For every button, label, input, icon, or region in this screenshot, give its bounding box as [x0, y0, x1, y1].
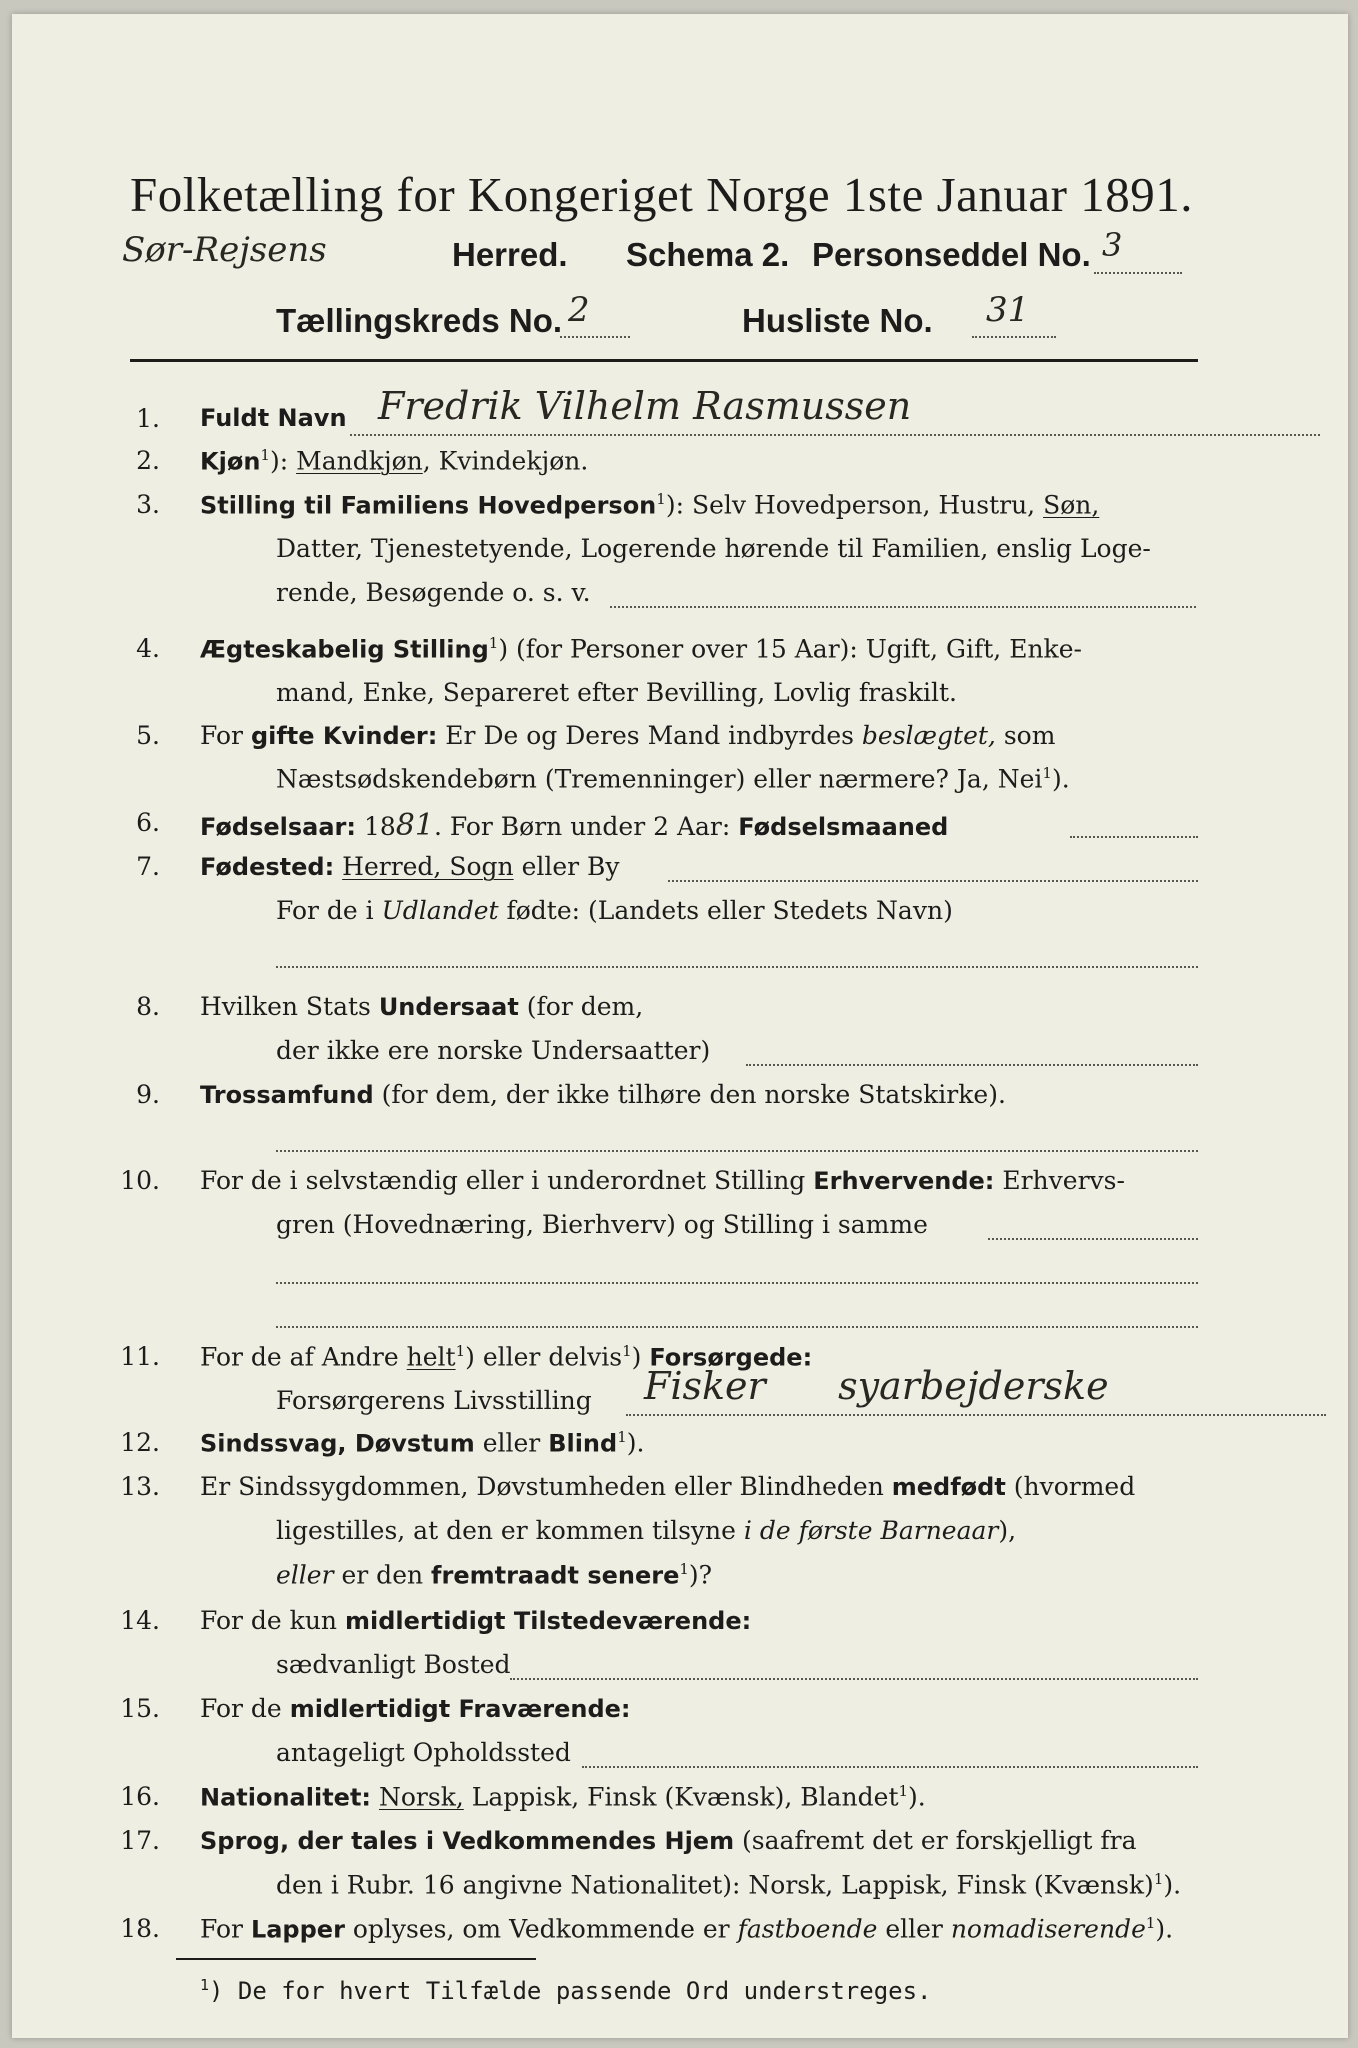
field-4-line1	[200, 634, 1082, 663]
field-10-dotline-2	[276, 1282, 1198, 1284]
field-13-label: medfødt	[891, 1473, 1006, 1501]
field-13-line1	[200, 1472, 1135, 1501]
field-2-rest: , Kvindekjøn.	[422, 446, 589, 476]
field-5-text-a: Er De og Deres Mand indbyrdes	[437, 721, 862, 750]
field-1-dotline	[350, 434, 1320, 436]
field-13-line2-a: ligestilles, at den er kommen tilsyne	[276, 1516, 744, 1545]
field-2-sup: 1	[260, 446, 270, 464]
husliste-dotline	[972, 336, 1056, 338]
field-14-dotline	[510, 1678, 1198, 1680]
field-3-label: Stilling til Familiens Hovedperson	[200, 491, 657, 520]
field-5-line1	[200, 721, 1055, 750]
field-5-text-b: som	[995, 721, 1056, 750]
field-18-end: ).	[1155, 1914, 1174, 1944]
field-12-mid: eller	[474, 1428, 549, 1458]
field-9-label: Trossamfund	[200, 1081, 374, 1109]
husliste-label: Husliste No.	[742, 302, 933, 339]
field-7-line1	[200, 852, 620, 881]
field-7-line2-italic: Udlandet	[381, 896, 499, 925]
field-1-number: 1.	[136, 404, 160, 433]
field-7-line2-a: For de i	[276, 896, 382, 925]
field-13-end: )?	[688, 1560, 713, 1590]
field-13-line3-italic: eller	[276, 1560, 334, 1590]
field-8-line1	[200, 992, 643, 1021]
field-8-line2: der ikke ere norske Undersaatter)	[276, 1036, 711, 1065]
field-11-dotline	[626, 1414, 1326, 1416]
field-6-prefix: 18	[356, 812, 396, 841]
field-18-mid: oplyses, om Vedkommende er	[344, 1914, 738, 1944]
field-9-number: 9.	[136, 1080, 160, 1109]
field-14-line2: sædvanligt Bosted	[276, 1650, 511, 1679]
field-12-number: 12.	[120, 1428, 160, 1457]
field-13-line2-italic: i de første Barneaar	[743, 1516, 999, 1545]
field-16-sup: 1	[898, 1782, 909, 1800]
field-13-line3-label: fremtraadt senere	[431, 1561, 680, 1590]
field-15-line1	[200, 1694, 631, 1723]
field-13-number: 13.	[120, 1472, 160, 1501]
field-14-pre: For de kun	[200, 1606, 345, 1635]
herred-label: Herred.	[452, 236, 568, 273]
field-17-line2	[276, 1870, 1181, 1899]
field-3-option-son: Søn,	[1043, 490, 1100, 520]
field-5-question: Næstsødskendebørn (Tremenninger) eller nærmere? Ja, Nei	[276, 764, 1043, 794]
field-7-line2-b: fødte: (Landets eller Stedets Navn)	[498, 896, 953, 925]
footnote-rule	[176, 1958, 536, 1960]
field-9-dotline	[276, 1150, 1198, 1152]
field-4-label: Ægteskabelig Stilling	[200, 635, 489, 664]
husliste-value: 31	[986, 290, 1030, 330]
personseddel-dotline	[1094, 272, 1182, 274]
field-10-label: Erhvervende:	[813, 1167, 995, 1195]
footnote-text: ) De for hvert Tilfælde passende Ord understreges.	[209, 1977, 932, 2005]
field-2-number: 2.	[136, 446, 160, 475]
field-12-label2: Blind	[548, 1429, 618, 1458]
field-7-dotline-2	[276, 966, 1198, 968]
form-title: Folketælling for Kongeriget Norge 1ste Januar 1891.	[130, 167, 1193, 222]
field-8-dotline	[746, 1064, 1198, 1066]
kreds-value: 2	[568, 290, 590, 330]
field-17-line2-text: den i Rubr. 16 angivne Nationalitet): Norsk, Lappisk, Finsk (Kvænsk)	[276, 1870, 1154, 1900]
field-11-line2: Forsørgerens Livsstilling	[276, 1386, 592, 1415]
field-11-number: 11.	[120, 1342, 160, 1371]
field-7-option-herred-sogn: Herred, Sogn	[342, 852, 514, 881]
field-4-number: 4.	[136, 634, 160, 663]
field-16-number: 16.	[120, 1782, 160, 1811]
field-10-pre: For de i selvstændig eller i underordnet Stilling	[200, 1166, 814, 1195]
field-16-end: ).	[908, 1782, 926, 1812]
field-8-pre: Hvilken Stats	[200, 992, 379, 1021]
header-rule	[130, 359, 1198, 362]
field-11-mid2: )	[631, 1342, 650, 1372]
field-18-line	[200, 1914, 1173, 1943]
field-3-line1	[200, 490, 1099, 519]
field-6-label: Fødselsaar:	[200, 813, 356, 841]
field-10-rest: Erhvervs-	[994, 1166, 1125, 1195]
field-13-line3	[276, 1560, 712, 1589]
field-11-sup: 1	[455, 1342, 466, 1360]
field-3-dotline	[610, 606, 1196, 608]
field-17-label: Sprog, der tales i Vedkommendes Hjem	[200, 1827, 735, 1855]
field-3-line3: rende, Besøgende o. s. v.	[276, 578, 591, 607]
field-15-line2: antageligt Opholdssted	[276, 1738, 571, 1767]
field-2-label: Kjøn	[200, 447, 261, 476]
field-18-sup: 1	[1145, 1914, 1156, 1932]
field-5-pre: For	[200, 721, 251, 750]
field-17-number: 17.	[120, 1826, 160, 1855]
field-18-italic-2: nomadiserende	[950, 1914, 1146, 1944]
field-3-text: ): Selv Hovedperson, Hustru,	[665, 490, 1044, 520]
field-12-sup: 1	[617, 1428, 627, 1446]
field-3-line2: Datter, Tjenestetyende, Logerende hørende til Familien, enslig Loge-	[276, 534, 1151, 563]
field-18-number: 18.	[120, 1914, 160, 1943]
field-15-label: midlertidigt Fraværende:	[289, 1695, 631, 1723]
census-form	[12, 14, 1348, 2038]
footnote-sup: 1	[200, 1976, 210, 1994]
field-10-dotline-3	[276, 1326, 1198, 1328]
field-13-sup: 1	[679, 1560, 689, 1578]
field-5-text-italic: beslægtet,	[861, 721, 996, 750]
field-3-sup: 1	[656, 490, 666, 508]
field-5-number: 5.	[136, 721, 160, 750]
field-11-label: Forsørgede:	[649, 1343, 813, 1372]
field-1-label: Fuldt Navn	[200, 404, 347, 432]
field-11-sup2: 1	[622, 1342, 632, 1360]
field-6-dotline	[1070, 836, 1198, 838]
field-5-line2	[276, 764, 1070, 793]
field-17-end: ).	[1163, 1870, 1182, 1900]
field-8-rest: (for dem,	[518, 992, 644, 1021]
field-16-rest: Lappisk, Finsk (Kvænsk), Blandet	[463, 1782, 899, 1812]
field-4-sup: 1	[488, 634, 499, 652]
field-18-mid2: eller	[877, 1914, 951, 1944]
field-13-line2-b: ),	[998, 1516, 1017, 1545]
field-11-value: Fisker syarbejderske	[644, 1364, 1109, 1408]
field-14-number: 14.	[120, 1606, 160, 1635]
field-7-dotline	[668, 880, 1198, 882]
field-11-mid: ) eller delvis	[465, 1342, 623, 1372]
field-2-text	[200, 446, 588, 475]
field-6-value: 81	[395, 808, 434, 843]
field-1-value: Fredrik Vilhelm Rasmussen	[378, 384, 912, 428]
field-6-text: . For Børn under 2 Aar:	[433, 812, 739, 841]
field-18-label: Lapper	[250, 1915, 345, 1944]
field-7-line2	[276, 896, 953, 925]
field-5-end: ).	[1051, 764, 1070, 794]
field-2-option-mandkjon: Mandkjøn	[296, 446, 423, 476]
field-12-line	[200, 1428, 644, 1457]
field-13-pre: Er Sindssygdommen, Døvstumheden eller Blindheden	[200, 1472, 892, 1501]
field-6-number: 6.	[136, 808, 160, 837]
field-8-number: 8.	[136, 992, 160, 1021]
field-13-line3-a: er den	[333, 1560, 432, 1590]
schema-label: Schema 2.	[626, 236, 790, 273]
field-16-label: Nationalitet:	[200, 1783, 372, 1812]
personseddel-value: 3	[1102, 226, 1123, 264]
field-5-label: gifte Kvinder:	[250, 722, 438, 750]
field-17-sup: 1	[1153, 1870, 1164, 1888]
field-11-pre: For de af Andre	[200, 1342, 407, 1372]
field-5-sup: 1	[1042, 764, 1052, 782]
kreds-label: Tællingskreds No.	[276, 302, 563, 339]
field-7-label: Fødested:	[200, 853, 335, 881]
field-4-text: ) (for Personer over 15 Aar): Ugift, Gift, Enke-	[498, 634, 1082, 664]
field-10-line2: gren (Hovednæring, Bierhverv) og Stilling i samme	[276, 1210, 928, 1239]
field-2-colon: ):	[269, 446, 289, 476]
field-14-label: midlertidigt Tilstedeværende:	[344, 1607, 752, 1635]
field-13-rest: (hvormed	[1005, 1472, 1136, 1501]
field-18-pre: For	[200, 1914, 251, 1944]
field-8-label: Undersaat	[378, 993, 519, 1021]
field-18-italic-1: fastboende	[737, 1914, 878, 1944]
field-11-option-helt: helt	[406, 1342, 456, 1372]
footnote	[200, 1976, 932, 2005]
field-13-line2	[276, 1516, 1016, 1545]
field-17-rest: (saafremt det er forskjelligt fra	[734, 1826, 1137, 1855]
field-6-line	[200, 808, 948, 843]
field-14-line1	[200, 1606, 751, 1635]
field-9-rest: (for dem, der ikke tilhøre den norske Statskirke).	[373, 1080, 1006, 1109]
field-12-label: Sindssvag, Døvstum	[200, 1429, 475, 1458]
field-16-option-norsk: Norsk,	[378, 1782, 464, 1812]
herred-value: Sør-Rejsens	[122, 230, 327, 270]
field-12-end: ).	[626, 1428, 645, 1458]
field-7-number: 7.	[136, 852, 160, 881]
field-17-line1	[200, 1826, 1137, 1855]
kreds-dotline	[560, 336, 630, 338]
field-10-number: 10.	[120, 1166, 160, 1195]
field-3-number: 3.	[136, 490, 160, 519]
field-15-dotline	[582, 1766, 1198, 1768]
field-16-line	[200, 1782, 926, 1811]
field-10-line1	[200, 1166, 1125, 1195]
field-10-dotline	[988, 1238, 1198, 1240]
field-15-number: 15.	[120, 1694, 160, 1723]
field-7-rest: eller By	[513, 852, 620, 881]
field-9-line	[200, 1080, 1006, 1109]
field-15-pre: For de	[200, 1694, 290, 1723]
field-6-label2: Fødselsmaaned	[738, 813, 949, 841]
personseddel-label: Personseddel No.	[812, 236, 1091, 273]
field-4-line2: mand, Enke, Separeret efter Bevilling, Lovlig fraskilt.	[276, 678, 957, 707]
